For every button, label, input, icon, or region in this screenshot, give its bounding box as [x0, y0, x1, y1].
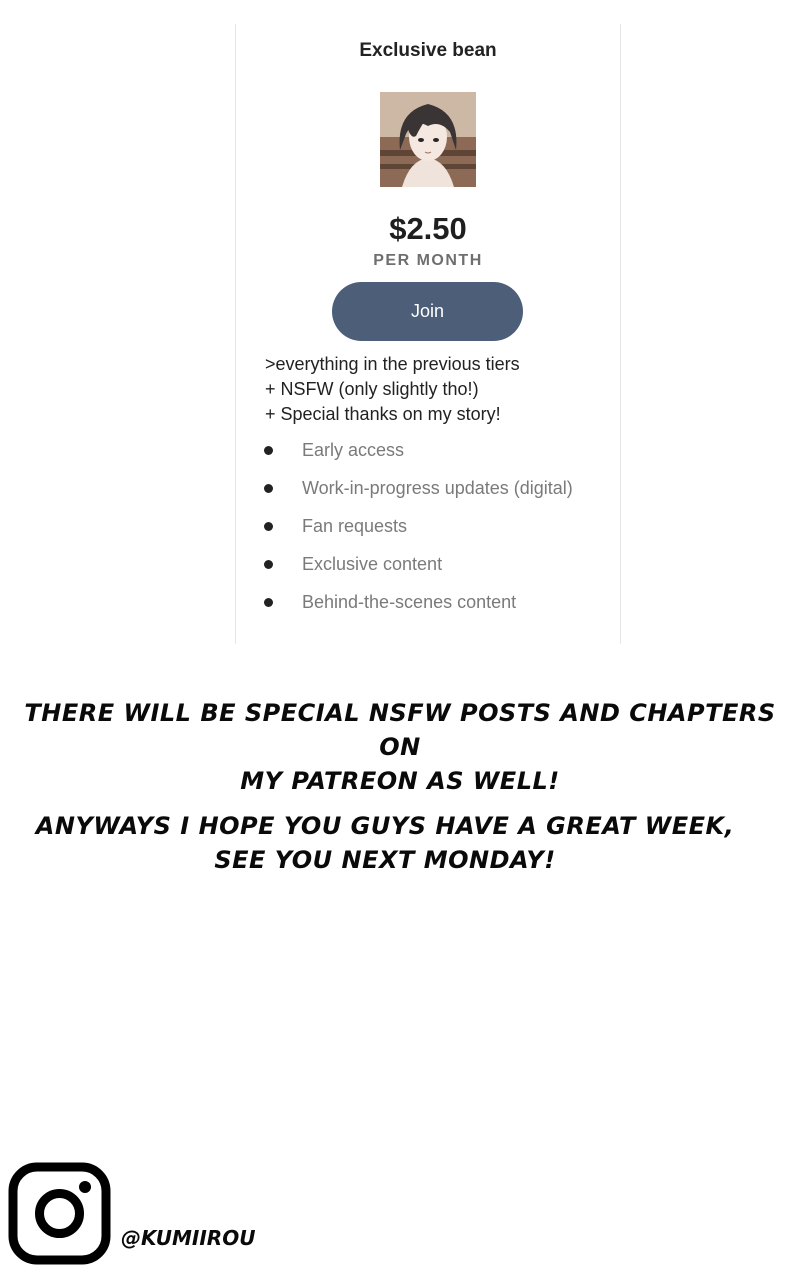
tier-description [265, 352, 595, 427]
benefit-item [262, 436, 592, 464]
bullet-icon [264, 598, 273, 607]
benefit-label: Early access [302, 440, 405, 460]
benefit-item [262, 550, 592, 578]
announcement-line: THERE WILL BE SPECIAL NSFW POSTS AND CHAPTERS ON [24, 699, 776, 761]
benefit-item [262, 474, 592, 502]
tier-period: PER MONTH [373, 252, 483, 269]
instagram-handle[interactable]: @KUMIIROU [121, 1226, 256, 1250]
instagram-icon[interactable] [8, 1162, 111, 1265]
benefits-list [262, 436, 592, 626]
description-line: + Special thanks on my story! [265, 404, 501, 424]
farewell-line: SEE YOU NEXT MONDAY! [214, 846, 556, 874]
bullet-icon [264, 560, 273, 569]
bullet-icon [264, 446, 273, 455]
benefit-label: Behind-the-scenes content [302, 592, 517, 612]
announcement-text [0, 696, 800, 798]
benefit-label: Exclusive content [302, 554, 443, 574]
bullet-icon [264, 484, 273, 493]
description-line: + NSFW (only slightly tho!) [265, 379, 479, 399]
benefit-item [262, 588, 592, 616]
join-button[interactable]: Join [332, 282, 523, 341]
benefit-label: Fan requests [302, 516, 408, 536]
farewell-text [0, 809, 770, 877]
benefit-label: Work-in-progress updates (digital) [302, 478, 573, 498]
benefit-item [262, 512, 592, 540]
tier-title: Exclusive bean [359, 40, 497, 61]
tier-avatar [380, 92, 476, 187]
announcement-line: MY PATREON AS WELL! [240, 767, 560, 795]
farewell-line: ANYWAYS I HOPE YOU GUYS HAVE A GREAT WEEK, [35, 812, 735, 840]
patreon-tier-card [235, 24, 621, 644]
tier-price: $2.50 [389, 211, 467, 246]
bullet-icon [264, 522, 273, 531]
description-line: >everything in the previous tiers [265, 354, 520, 374]
